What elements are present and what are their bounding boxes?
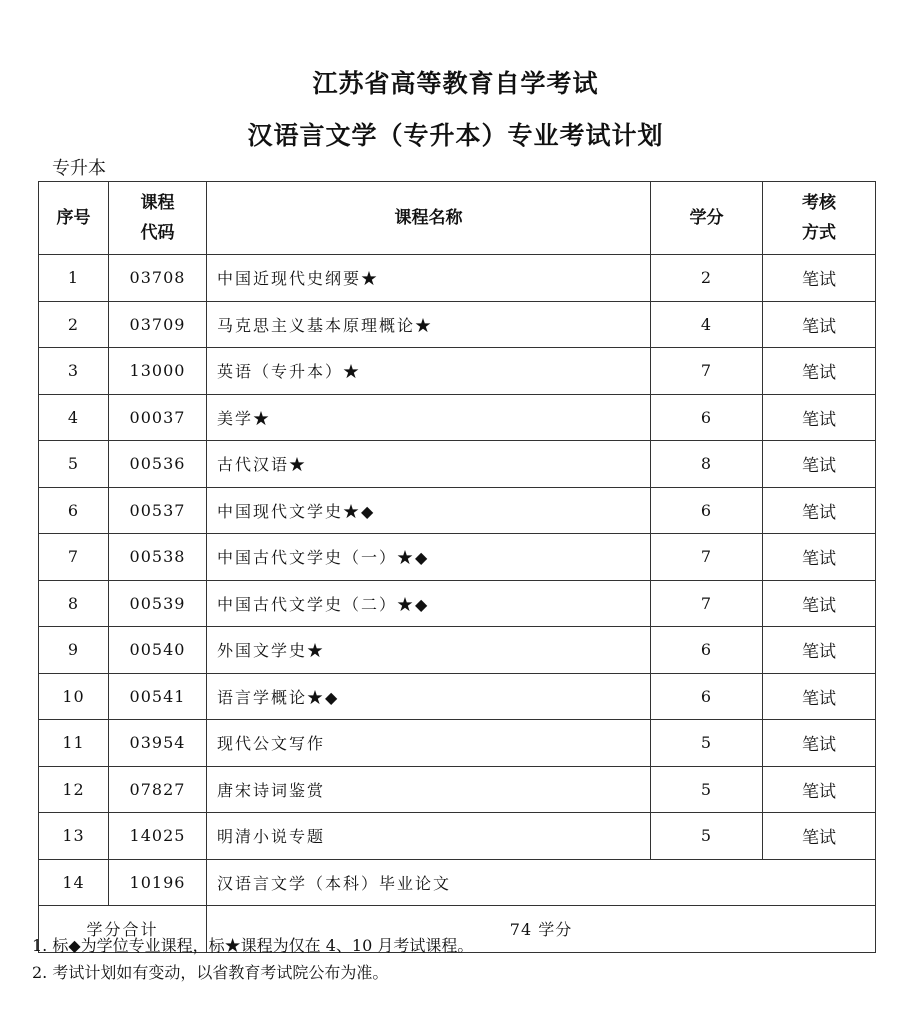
- cell-name: 现代公文写作: [207, 720, 651, 767]
- cell-seq: 2: [39, 301, 109, 348]
- table-row: [39, 627, 876, 674]
- cell-credit: 6: [651, 627, 763, 674]
- cell-credit: 5: [651, 813, 763, 860]
- table-row: [39, 534, 876, 581]
- total-value: 74 学分: [207, 906, 876, 953]
- cell-method: 笔试: [763, 348, 876, 395]
- table-header-row: [39, 182, 876, 255]
- cell-name: 马克思主义基本原理概论★: [207, 301, 651, 348]
- cell-seq: 4: [39, 394, 109, 441]
- cell-credit: 7: [651, 534, 763, 581]
- cell-method: 笔试: [763, 720, 876, 767]
- cell-name: 英语（专升本）★: [207, 348, 651, 395]
- cell-code: 07827: [109, 766, 207, 813]
- table-row: [39, 441, 876, 488]
- notes: [32, 932, 473, 986]
- cell-method: 笔试: [763, 487, 876, 534]
- cell-method: 笔试: [763, 766, 876, 813]
- cell-credit: 6: [651, 394, 763, 441]
- cell-code: 00538: [109, 534, 207, 581]
- cell-seq: 1: [39, 255, 109, 302]
- cell-credit: 2: [651, 255, 763, 302]
- cell-name: 中国古代文学史（一）★◆: [207, 534, 651, 581]
- level-label: 专升本: [52, 158, 106, 179]
- table-row: [39, 348, 876, 395]
- cell-code: 14025: [109, 813, 207, 860]
- header-name: 课程名称: [207, 182, 651, 255]
- cell-seq: 12: [39, 766, 109, 813]
- cell-name: 美学★: [207, 394, 651, 441]
- cell-seq: 10: [39, 673, 109, 720]
- cell-seq: 6: [39, 487, 109, 534]
- cell-seq: 13: [39, 813, 109, 860]
- cell-credit: 7: [651, 348, 763, 395]
- header-code-line1: 课程: [140, 193, 175, 213]
- cell-code: 00037: [109, 394, 207, 441]
- cell-seq: 5: [39, 441, 109, 488]
- cell-name: 明清小说专题: [207, 813, 651, 860]
- cell-method: 笔试: [763, 255, 876, 302]
- cell-method: 笔试: [763, 394, 876, 441]
- table-row-thesis: [39, 859, 876, 906]
- table-row: [39, 673, 876, 720]
- cell-credit: 5: [651, 766, 763, 813]
- cell-method: 笔试: [763, 627, 876, 674]
- note-1: 1. 标◆为学位专业课程，标★课程为仅在 4、10 月考试课程。: [32, 936, 474, 955]
- cell-name: 汉语言文学（本科）毕业论文: [207, 859, 876, 906]
- note-2: 2. 考试计划如有变动，以省教育考试院公布为准。: [32, 963, 389, 982]
- cell-name: 唐宋诗词鉴赏: [207, 766, 651, 813]
- cell-method: 笔试: [763, 813, 876, 860]
- table-row: [39, 255, 876, 302]
- cell-method: 笔试: [763, 580, 876, 627]
- table-row: [39, 720, 876, 767]
- header-seq: 序号: [39, 182, 109, 255]
- cell-method: 笔试: [763, 673, 876, 720]
- cell-code: 03709: [109, 301, 207, 348]
- cell-credit: 6: [651, 487, 763, 534]
- total-label: 学分合计: [39, 906, 207, 953]
- header-method-line2: 方式: [802, 223, 836, 243]
- header-code-line2: 代码: [140, 223, 175, 243]
- cell-credit: 8: [651, 441, 763, 488]
- cell-code: 13000: [109, 348, 207, 395]
- header-method-line1: 考核: [802, 193, 836, 213]
- cell-seq: 8: [39, 580, 109, 627]
- cell-code: 00541: [109, 673, 207, 720]
- cell-method: 笔试: [763, 301, 876, 348]
- table-row: [39, 766, 876, 813]
- table-row: [39, 580, 876, 627]
- cell-name: 语言学概论★◆: [207, 673, 651, 720]
- cell-seq: 3: [39, 348, 109, 395]
- cell-code: 00540: [109, 627, 207, 674]
- cell-code: 10196: [109, 859, 207, 906]
- cell-credit: 4: [651, 301, 763, 348]
- cell-credit: 6: [651, 673, 763, 720]
- table-row: [39, 394, 876, 441]
- cell-code: 03954: [109, 720, 207, 767]
- header-code: [109, 182, 207, 255]
- cell-name: 古代汉语★: [207, 441, 651, 488]
- cell-credit: 5: [651, 720, 763, 767]
- cell-name: 中国近现代史纲要★: [207, 255, 651, 302]
- cell-name: 外国文学史★: [207, 627, 651, 674]
- header-credit: 学分: [651, 182, 763, 255]
- cell-code: 03708: [109, 255, 207, 302]
- cell-code: 00536: [109, 441, 207, 488]
- table-row: [39, 301, 876, 348]
- cell-code: 00539: [109, 580, 207, 627]
- cell-method: 笔试: [763, 441, 876, 488]
- cell-code: 00537: [109, 487, 207, 534]
- exam-plan-table: [38, 181, 876, 953]
- cell-seq: 9: [39, 627, 109, 674]
- cell-name: 中国现代文学史★◆: [207, 487, 651, 534]
- header-method: [763, 182, 876, 255]
- cell-seq: 14: [39, 859, 109, 906]
- table-row: [39, 487, 876, 534]
- cell-name: 中国古代文学史（二）★◆: [207, 580, 651, 627]
- cell-credit: 7: [651, 580, 763, 627]
- table-row: [39, 813, 876, 860]
- document-title: 江苏省高等教育自学考试: [312, 69, 599, 98]
- cell-method: 笔试: [763, 534, 876, 581]
- document-subtitle: 汉语言文学（专升本）专业考试计划: [247, 121, 664, 150]
- cell-seq: 11: [39, 720, 109, 767]
- cell-seq: 7: [39, 534, 109, 581]
